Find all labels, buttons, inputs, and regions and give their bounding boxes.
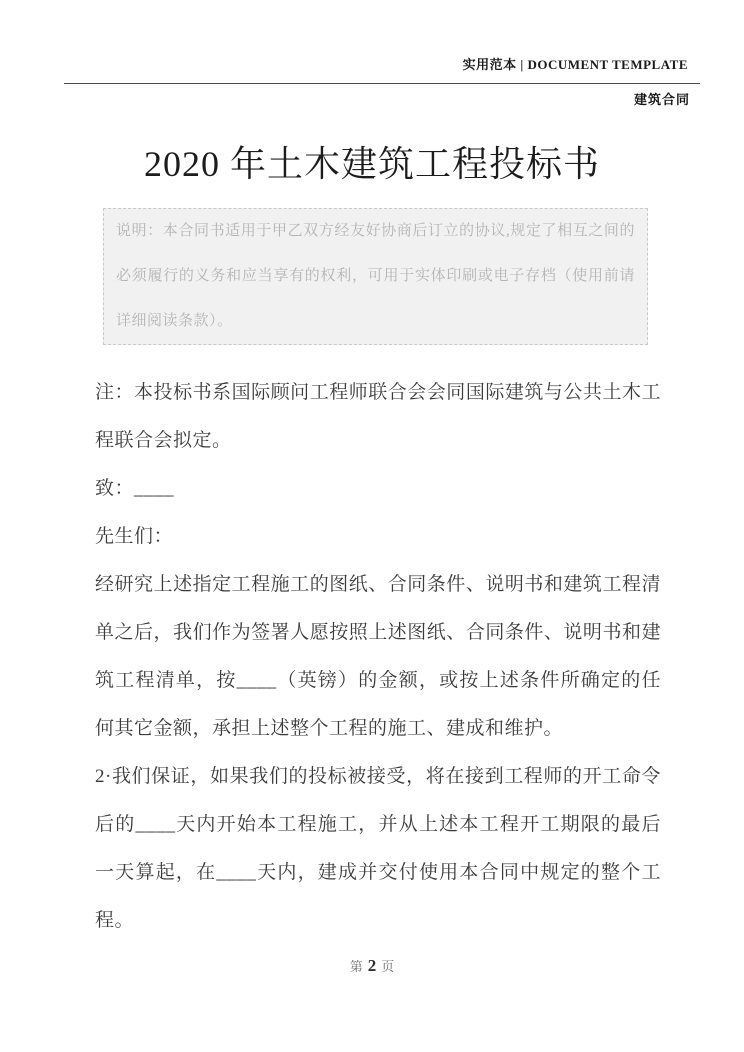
page-number-prefix: 第 (349, 959, 363, 974)
document-title: 2020 年土木建筑工程投标书 (143, 144, 600, 184)
usage-notice-box: 说明：本合同书适用于甲乙双方经友好协商后订立的协议,规定了相互之间的必须履行的义务和应当享有的权利，可用于实体印刷或电子存档（使用前请详细阅读条款）。 (103, 208, 648, 345)
paragraph-salutation: 先生们： (95, 526, 174, 547)
paragraph-offer: 经研究上述指定工程施工的图纸、合同条件、说明书和建筑工程清单之后，我们作为签署人愿按照上述图纸、合同条件、说明书和建筑工程清单，按____（英镑）的金额，或按上述条件所确定的任何其它金额，承担上述整个工程的施工、建成和维护。 (95, 574, 661, 739)
paragraph-note: 注：本投标书系国际顾问工程师联合会会同国际建筑与公共土木工程联合会拟定。 (95, 382, 661, 451)
page-footer (0, 956, 744, 976)
paragraph-addressee: 致：____ (95, 478, 175, 499)
page-header (64, 0, 700, 108)
page-number: 2 (367, 956, 377, 975)
document-body (95, 369, 661, 945)
paragraph-guarantee: 2·我们保证，如果我们的投标被接受，将在接到工程师的开工命令后的____天内开始本工程施工，并从上述本工程开工期限的最后一天算起，在____天内，建成并交付使用本合同中规定的整个工程。 (95, 766, 661, 931)
brand-line: 实用范本 | DOCUMENT TEMPLATE (64, 0, 700, 84)
page-number-suffix: 页 (381, 959, 395, 974)
document-category: 建筑合同 (633, 92, 690, 107)
